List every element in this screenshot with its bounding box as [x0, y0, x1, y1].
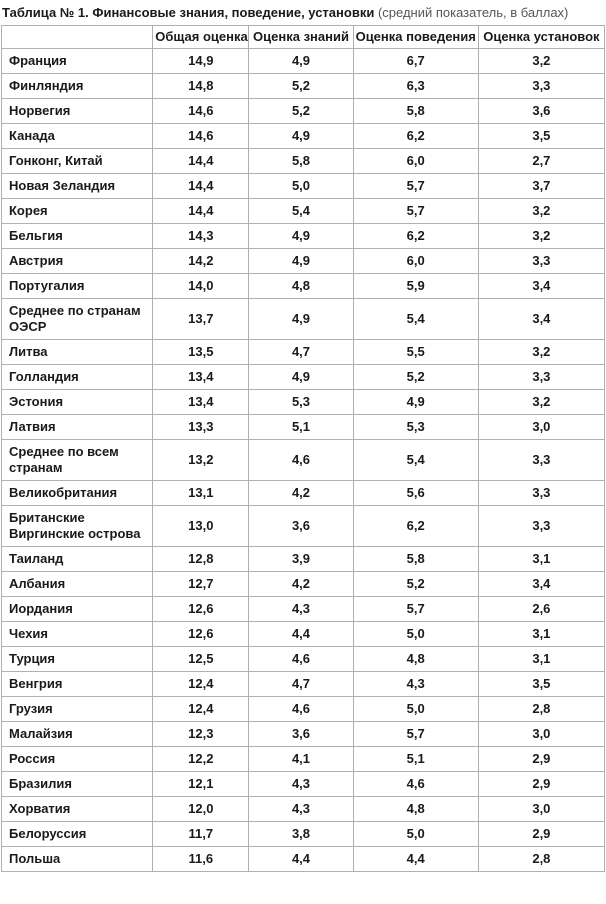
country-cell: Иордания	[2, 597, 153, 622]
value-cell: 12,5	[153, 647, 249, 672]
value-cell: 13,2	[153, 440, 249, 481]
value-cell: 5,0	[353, 822, 478, 847]
country-cell: Грузия	[2, 697, 153, 722]
value-cell: 14,6	[153, 99, 249, 124]
value-cell: 3,0	[478, 722, 604, 747]
table-header	[2, 26, 605, 49]
value-cell: 3,2	[478, 340, 604, 365]
country-cell: Бразилия	[2, 772, 153, 797]
value-cell: 14,9	[153, 49, 249, 74]
value-cell: 3,3	[478, 74, 604, 99]
table-row	[2, 274, 605, 299]
table-row	[2, 797, 605, 822]
table-row	[2, 224, 605, 249]
value-cell: 3,4	[478, 274, 604, 299]
country-cell: Корея	[2, 199, 153, 224]
value-cell: 4,3	[249, 772, 353, 797]
country-cell: Бельгия	[2, 224, 153, 249]
table-row	[2, 74, 605, 99]
value-cell: 12,1	[153, 772, 249, 797]
value-cell: 14,6	[153, 124, 249, 149]
country-cell: Британские Виргинские острова	[2, 506, 153, 547]
value-cell: 12,0	[153, 797, 249, 822]
value-cell: 13,5	[153, 340, 249, 365]
country-cell: Венгрия	[2, 672, 153, 697]
table-title	[1, 3, 605, 25]
table-row	[2, 481, 605, 506]
table-row	[2, 747, 605, 772]
value-cell: 5,7	[353, 199, 478, 224]
value-cell: 4,8	[353, 797, 478, 822]
value-cell: 3,4	[478, 299, 604, 340]
table-row	[2, 149, 605, 174]
table-row	[2, 440, 605, 481]
value-cell: 13,4	[153, 390, 249, 415]
value-cell: 2,7	[478, 149, 604, 174]
column-header-empty	[2, 26, 153, 49]
value-cell: 3,3	[478, 365, 604, 390]
table-row	[2, 506, 605, 547]
value-cell: 2,8	[478, 847, 604, 872]
value-cell: 3,1	[478, 547, 604, 572]
value-cell: 12,2	[153, 747, 249, 772]
country-cell: Норвегия	[2, 99, 153, 124]
value-cell: 13,7	[153, 299, 249, 340]
value-cell: 3,0	[478, 415, 604, 440]
value-cell: 4,2	[249, 481, 353, 506]
value-cell: 13,3	[153, 415, 249, 440]
value-cell: 5,3	[353, 415, 478, 440]
value-cell: 5,6	[353, 481, 478, 506]
country-cell: Литва	[2, 340, 153, 365]
table-header-row	[2, 26, 605, 49]
table-row	[2, 99, 605, 124]
country-cell: Голландия	[2, 365, 153, 390]
table-row	[2, 124, 605, 149]
value-cell: 12,8	[153, 547, 249, 572]
value-cell: 4,3	[249, 597, 353, 622]
value-cell: 14,4	[153, 149, 249, 174]
value-cell: 5,7	[353, 597, 478, 622]
value-cell: 4,3	[353, 672, 478, 697]
value-cell: 6,7	[353, 49, 478, 74]
value-cell: 4,7	[249, 340, 353, 365]
value-cell: 3,5	[478, 124, 604, 149]
value-cell: 5,7	[353, 722, 478, 747]
country-cell: Латвия	[2, 415, 153, 440]
value-cell: 4,9	[249, 49, 353, 74]
value-cell: 5,4	[353, 440, 478, 481]
value-cell: 14,0	[153, 274, 249, 299]
value-cell: 5,0	[353, 622, 478, 647]
value-cell: 5,2	[249, 74, 353, 99]
value-cell: 4,1	[249, 747, 353, 772]
value-cell: 4,9	[249, 224, 353, 249]
financial-scores-table	[1, 25, 605, 872]
table-row	[2, 299, 605, 340]
value-cell: 4,6	[249, 697, 353, 722]
value-cell: 6,0	[353, 249, 478, 274]
country-cell: Португалия	[2, 274, 153, 299]
value-cell: 3,3	[478, 440, 604, 481]
value-cell: 3,6	[249, 506, 353, 547]
value-cell: 6,3	[353, 74, 478, 99]
value-cell: 11,7	[153, 822, 249, 847]
value-cell: 5,1	[249, 415, 353, 440]
value-cell: 12,6	[153, 597, 249, 622]
value-cell: 3,2	[478, 199, 604, 224]
value-cell: 5,4	[353, 299, 478, 340]
value-cell: 4,9	[249, 299, 353, 340]
value-cell: 4,6	[249, 440, 353, 481]
value-cell: 5,0	[249, 174, 353, 199]
value-cell: 2,8	[478, 697, 604, 722]
table-row	[2, 597, 605, 622]
value-cell: 3,3	[478, 249, 604, 274]
value-cell: 4,4	[353, 847, 478, 872]
value-cell: 12,4	[153, 697, 249, 722]
value-cell: 5,5	[353, 340, 478, 365]
value-cell: 5,9	[353, 274, 478, 299]
value-cell: 3,0	[478, 797, 604, 822]
table-row	[2, 572, 605, 597]
table-title-note: (средний показатель, в баллах)	[374, 5, 569, 20]
value-cell: 3,7	[478, 174, 604, 199]
country-cell: Среднее по странам ОЭСР	[2, 299, 153, 340]
value-cell: 5,2	[249, 99, 353, 124]
value-cell: 3,4	[478, 572, 604, 597]
country-cell: Албания	[2, 572, 153, 597]
country-cell: Хорватия	[2, 797, 153, 822]
value-cell: 5,8	[353, 547, 478, 572]
table-title-main: Таблица № 1. Финансовые знания, поведение, установки	[2, 5, 375, 20]
table-row	[2, 547, 605, 572]
value-cell: 4,8	[249, 274, 353, 299]
value-cell: 5,4	[249, 199, 353, 224]
value-cell: 4,4	[249, 622, 353, 647]
value-cell: 3,1	[478, 647, 604, 672]
value-cell: 3,3	[478, 481, 604, 506]
country-cell: Польша	[2, 847, 153, 872]
value-cell: 2,9	[478, 822, 604, 847]
value-cell: 13,0	[153, 506, 249, 547]
value-cell: 4,9	[353, 390, 478, 415]
table-row	[2, 672, 605, 697]
value-cell: 3,3	[478, 506, 604, 547]
value-cell: 12,4	[153, 672, 249, 697]
value-cell: 13,4	[153, 365, 249, 390]
table-row	[2, 174, 605, 199]
value-cell: 5,2	[353, 572, 478, 597]
value-cell: 4,2	[249, 572, 353, 597]
value-cell: 11,6	[153, 847, 249, 872]
country-cell: Малайзия	[2, 722, 153, 747]
value-cell: 6,2	[353, 506, 478, 547]
value-cell: 3,1	[478, 622, 604, 647]
value-cell: 5,1	[353, 747, 478, 772]
value-cell: 4,6	[249, 647, 353, 672]
table-row	[2, 49, 605, 74]
value-cell: 12,7	[153, 572, 249, 597]
country-cell: Белоруссия	[2, 822, 153, 847]
country-cell: Великобритания	[2, 481, 153, 506]
value-cell: 4,8	[353, 647, 478, 672]
country-cell: Гонконг, Китай	[2, 149, 153, 174]
value-cell: 13,1	[153, 481, 249, 506]
value-cell: 2,6	[478, 597, 604, 622]
table-row	[2, 822, 605, 847]
value-cell: 6,0	[353, 149, 478, 174]
value-cell: 3,2	[478, 49, 604, 74]
value-cell: 3,2	[478, 390, 604, 415]
country-cell: Новая Зеландия	[2, 174, 153, 199]
column-header: Оценка поведения	[353, 26, 478, 49]
value-cell: 4,7	[249, 672, 353, 697]
value-cell: 3,8	[249, 822, 353, 847]
column-header: Оценка установок	[478, 26, 604, 49]
value-cell: 4,9	[249, 365, 353, 390]
value-cell: 4,6	[353, 772, 478, 797]
value-cell: 14,3	[153, 224, 249, 249]
value-cell: 2,9	[478, 772, 604, 797]
country-cell: Эстония	[2, 390, 153, 415]
column-header: Оценка знаний	[249, 26, 353, 49]
country-cell: Среднее по всем странам	[2, 440, 153, 481]
table-row	[2, 697, 605, 722]
value-cell: 3,5	[478, 672, 604, 697]
country-cell: Таиланд	[2, 547, 153, 572]
table-row	[2, 847, 605, 872]
table-row	[2, 772, 605, 797]
table-row	[2, 415, 605, 440]
value-cell: 5,3	[249, 390, 353, 415]
country-cell: Чехия	[2, 622, 153, 647]
table-row	[2, 340, 605, 365]
country-cell: Франция	[2, 49, 153, 74]
value-cell: 3,6	[478, 99, 604, 124]
value-cell: 2,9	[478, 747, 604, 772]
value-cell: 5,7	[353, 174, 478, 199]
value-cell: 5,2	[353, 365, 478, 390]
table-row	[2, 199, 605, 224]
value-cell: 6,2	[353, 124, 478, 149]
value-cell: 3,2	[478, 224, 604, 249]
table-body	[2, 49, 605, 872]
value-cell: 4,9	[249, 124, 353, 149]
value-cell: 3,6	[249, 722, 353, 747]
country-cell: Турция	[2, 647, 153, 672]
value-cell: 14,4	[153, 174, 249, 199]
value-cell: 5,8	[249, 149, 353, 174]
value-cell: 14,8	[153, 74, 249, 99]
table-row	[2, 249, 605, 274]
value-cell: 5,0	[353, 697, 478, 722]
value-cell: 4,9	[249, 249, 353, 274]
value-cell: 3,9	[249, 547, 353, 572]
country-cell: Финляндия	[2, 74, 153, 99]
value-cell: 4,4	[249, 847, 353, 872]
country-cell: Россия	[2, 747, 153, 772]
table-row	[2, 722, 605, 747]
table-row	[2, 622, 605, 647]
table-row	[2, 365, 605, 390]
column-header: Общая оценка	[153, 26, 249, 49]
country-cell: Канада	[2, 124, 153, 149]
value-cell: 5,8	[353, 99, 478, 124]
value-cell: 14,4	[153, 199, 249, 224]
value-cell: 6,2	[353, 224, 478, 249]
value-cell: 14,2	[153, 249, 249, 274]
value-cell: 12,3	[153, 722, 249, 747]
value-cell: 4,3	[249, 797, 353, 822]
country-cell: Австрия	[2, 249, 153, 274]
table-row	[2, 647, 605, 672]
value-cell: 12,6	[153, 622, 249, 647]
table-row	[2, 390, 605, 415]
